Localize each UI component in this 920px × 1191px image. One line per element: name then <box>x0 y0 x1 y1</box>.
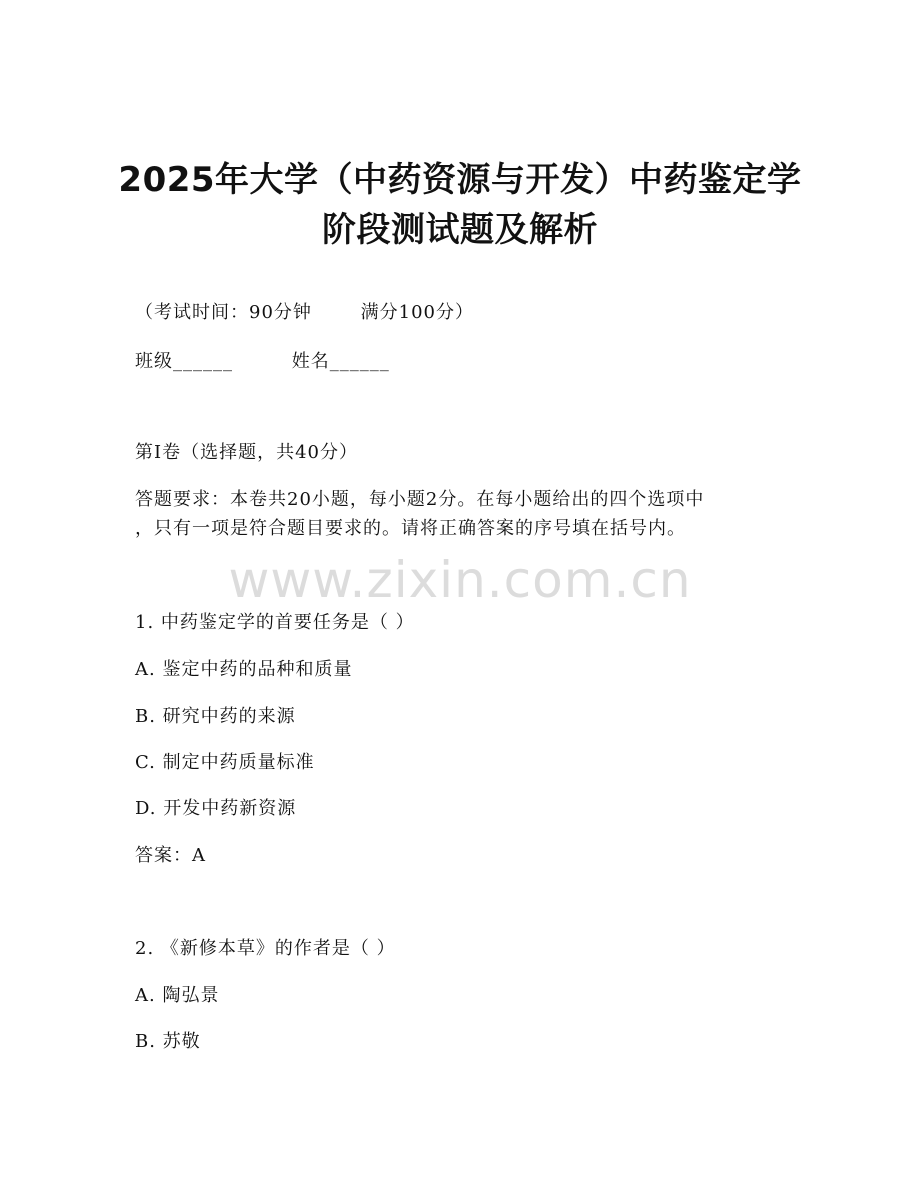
class-field: 班级______ <box>135 351 233 372</box>
question-2-option-b: B. 苏敬 <box>135 1031 201 1052</box>
name-field: 姓名______ <box>291 351 390 372</box>
watermark: www.zixin.com.cn <box>228 551 692 609</box>
section-heading: 第I卷（选择题，共40分） <box>135 442 359 463</box>
question-1-option-c: C. 制定中药质量标准 <box>135 752 315 773</box>
question-1-option-a: A. 鉴定中药的品种和质量 <box>135 659 353 680</box>
instruction-line-1: 答题要求：本卷共20小题，每小题2分。在每小题给出的四个选项中 <box>135 489 705 510</box>
instruction-line-2: ，只有一项是符合题目要求的。请将正确答案的序号填在括号内。 <box>135 518 686 539</box>
student-info <box>135 349 390 375</box>
question-1-option-b: B. 研究中药的来源 <box>135 706 296 727</box>
exam-time: （考试时间：90分钟 <box>135 302 312 323</box>
document-title-line-1: 2025年大学（中药资源与开发）中药鉴定学 <box>118 160 802 200</box>
question-2-stem: 2. 《新修本草》的作者是（ ） <box>135 938 396 959</box>
question-2-option-a: A. 陶弘景 <box>135 985 220 1006</box>
question-1-answer: 答案：A <box>135 845 206 866</box>
question-1-option-d: D. 开发中药新资源 <box>135 798 297 819</box>
document-title-line-2: 阶段测试题及解析 <box>322 210 598 250</box>
exam-info <box>135 300 474 326</box>
question-1-stem: 1. 中药鉴定学的首要任务是（ ） <box>135 612 415 633</box>
exam-score: 满分100分） <box>360 302 474 323</box>
